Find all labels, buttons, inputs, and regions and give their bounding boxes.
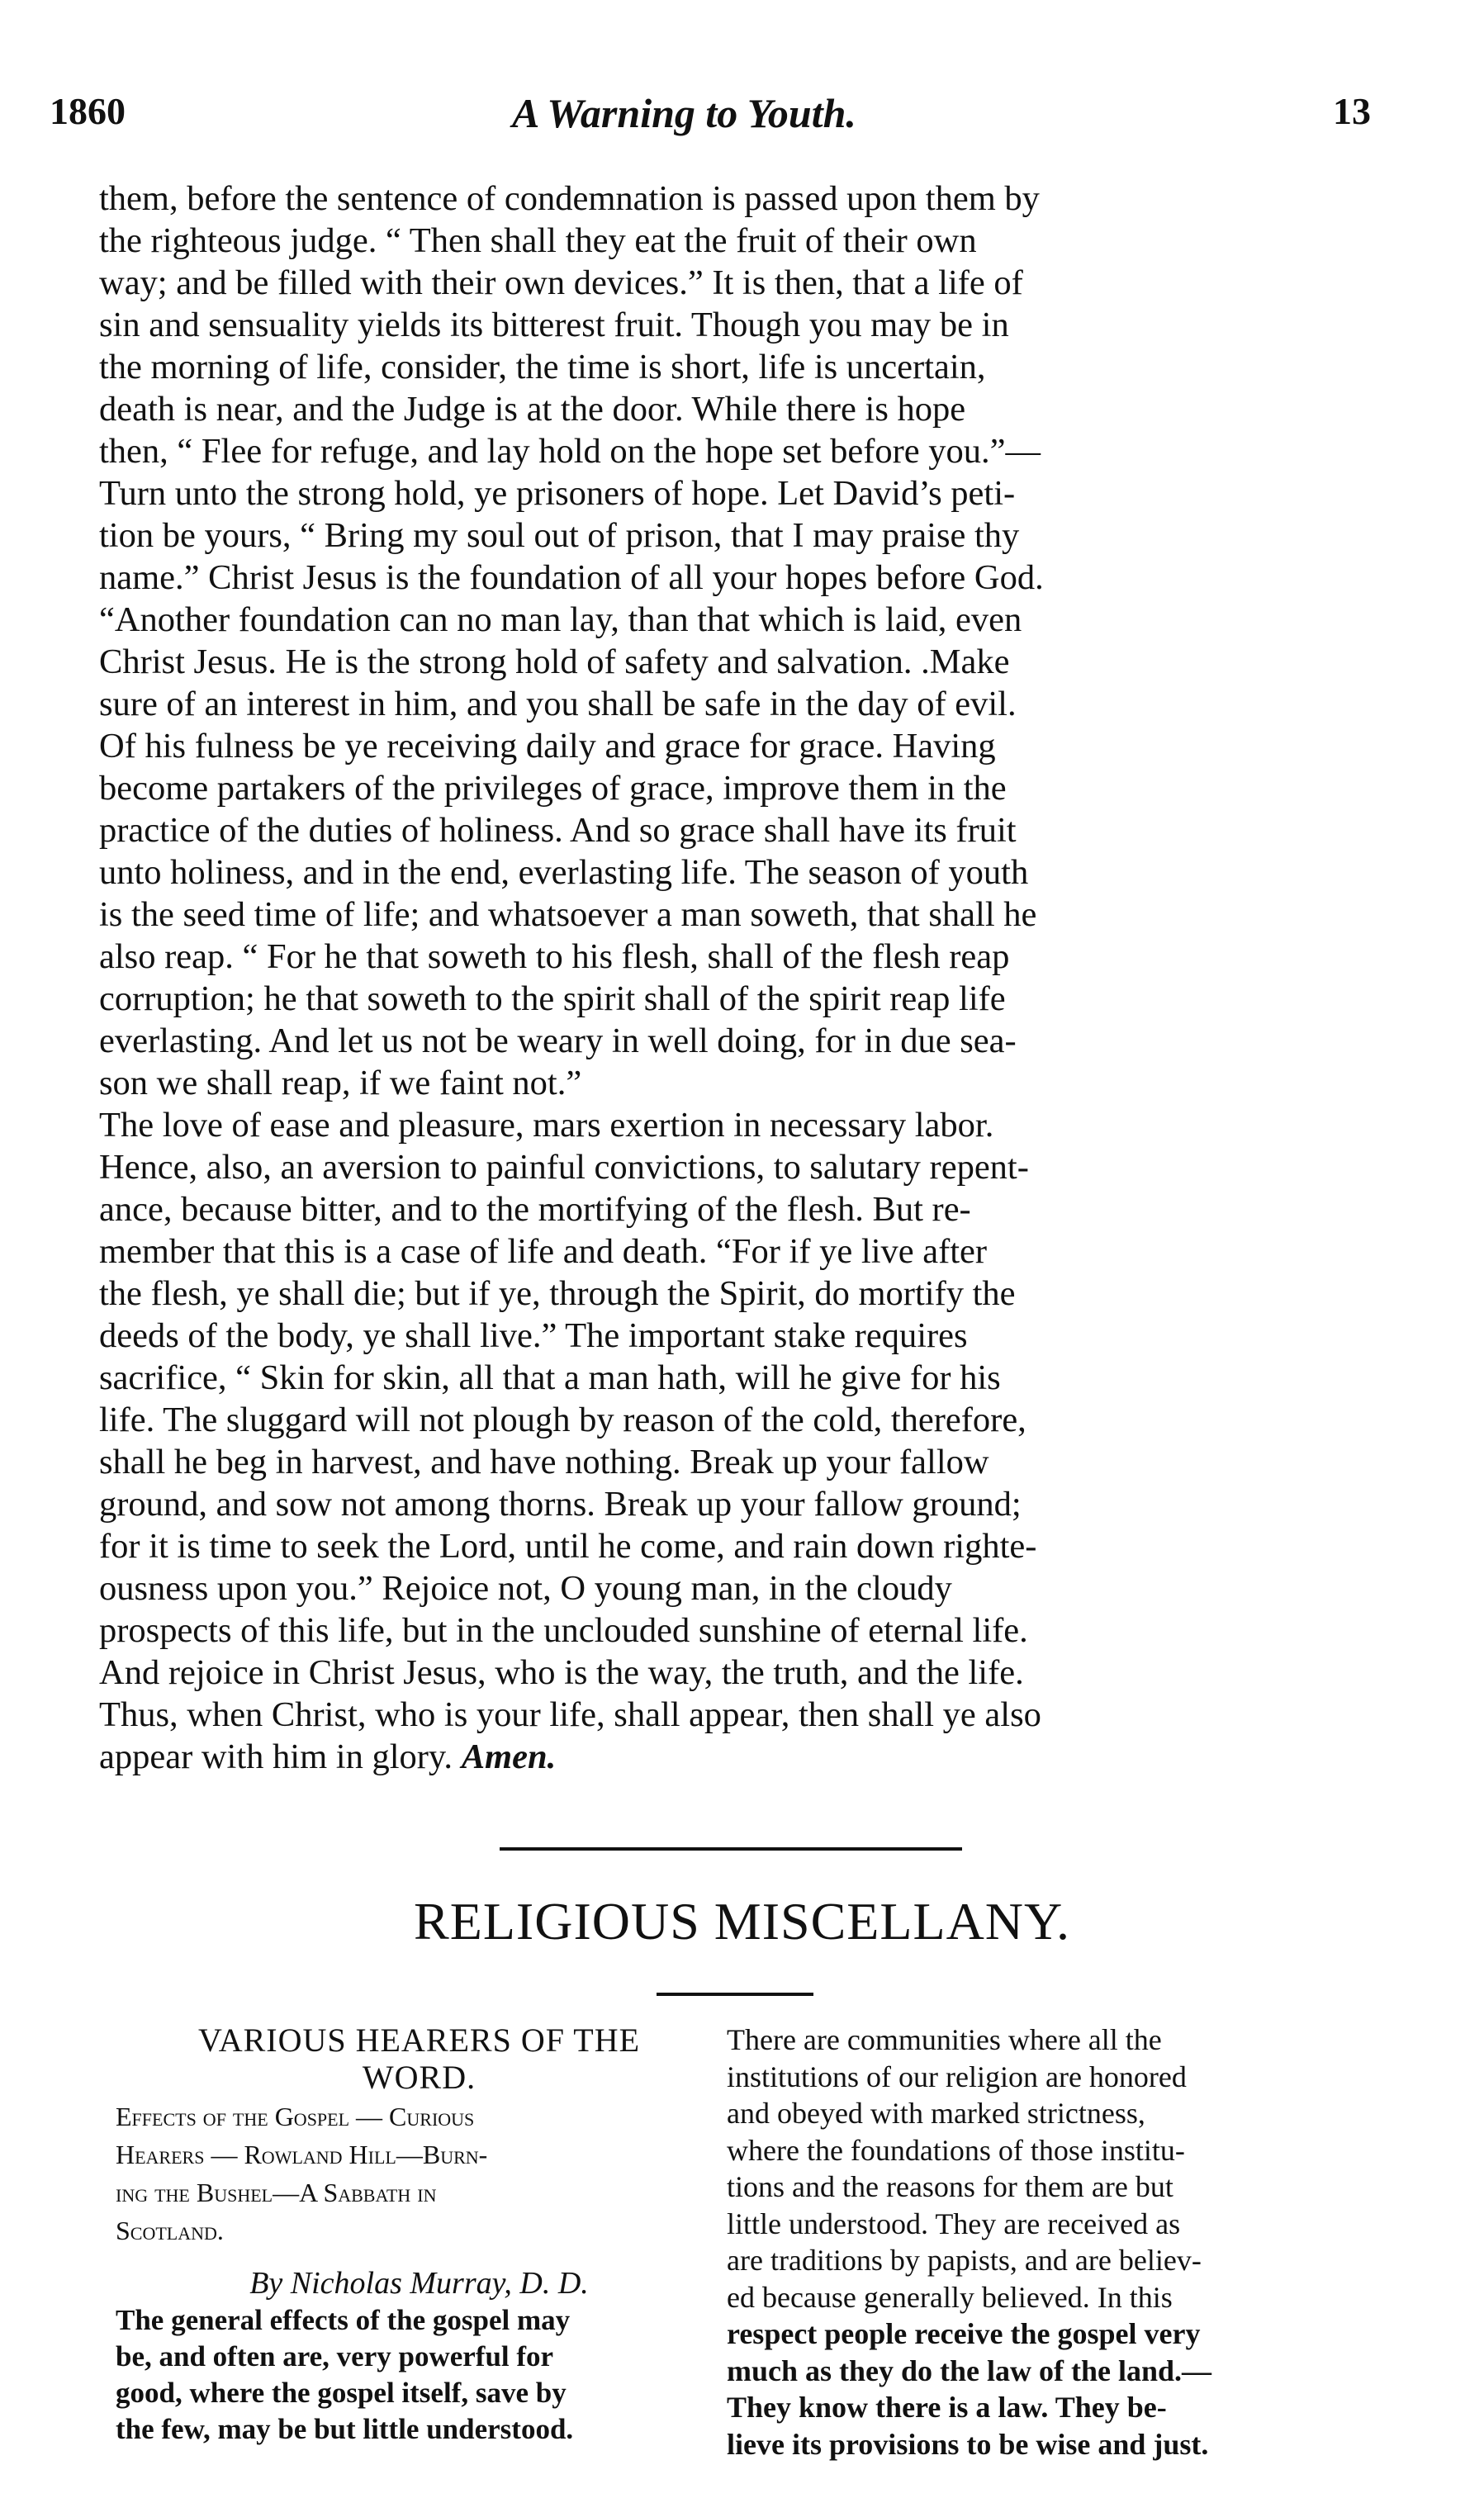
text-line: Christ Jesus. He is the strong hold of safety and salvation. .Make: [99, 642, 1010, 681]
right-column-line: respect people receive the gospel very: [727, 2317, 1201, 2350]
right-column-line: are traditions by papists, and are believ-: [727, 2244, 1202, 2277]
text-line: everlasting. And let us not be weary in well doing, for in due sea-: [99, 1021, 1017, 1060]
right-column-line: much as they do the law of the land.—: [727, 2353, 1212, 2387]
running-head: [50, 89, 1371, 147]
article-title-line: WORD.: [362, 2059, 476, 2096]
text-line: way; and be filled with their own devices.” It is then, that a life of: [99, 263, 1023, 302]
article-subtitle-line: Scotland.: [116, 2216, 224, 2245]
text-line: deeds of the body, ye shall live.” The important stake requires: [99, 1316, 968, 1355]
text-line: then, “ Flee for refuge, and lay hold on the hope set before you.”—: [99, 432, 1041, 471]
text-line: Turn unto the strong hold, ye prisoners of hope. Let David’s peti-: [99, 474, 1016, 513]
section-divider: [500, 1847, 962, 1851]
text-line: son we shall reap, if we faint not.”: [99, 1064, 582, 1102]
text-line: prospects of this life, but in the unclouded sunshine of eternal life.: [99, 1611, 1028, 1650]
text-line: is the seed time of life; and whatsoever a man soweth, that shall he: [99, 895, 1037, 934]
text-line: unto holiness, and in the end, everlasting life. The season of youth: [99, 853, 1029, 892]
right-column-line: tions and the reasons for them are but: [727, 2170, 1173, 2203]
text-line: The love of ease and pleasure, mars exertion in necessary labor.: [99, 1106, 994, 1145]
right-column: [727, 2022, 1379, 2462]
text-line: Hence, also, an aversion to painful convictions, to salutary repent-: [99, 1148, 1029, 1187]
text-line: Thus, when Christ, who is your life, shall appear, then shall ye also: [99, 1695, 1041, 1734]
text-line: life. The sluggard will not plough by reason of the cold, therefore,: [99, 1401, 1026, 1439]
text-line: Of his fulness be ye receiving daily and grace for grace. Having: [99, 727, 996, 766]
text-line: member that this is a case of life and death. “For if ye live after: [99, 1232, 988, 1271]
article-body-line: good, where the gospel itself, save by: [116, 2377, 567, 2409]
amen-text: Amen.: [461, 1737, 557, 1776]
page-number: 13: [1333, 90, 1371, 132]
article-body-line: The general effects of the gospel may: [116, 2304, 571, 2336]
text-line: for it is time to seek the Lord, until he come, and rain down righte-: [99, 1527, 1037, 1566]
article-body-line: be, and often are, very powerful for: [116, 2340, 554, 2372]
right-column-line: little understood. They are received as: [727, 2207, 1181, 2240]
right-column-line: institutions of our religion are honored: [727, 2060, 1187, 2093]
section-title-underline: [657, 1993, 813, 1996]
text-line: corruption; he that soweth to the spirit shall of the spirit reap life: [99, 979, 1006, 1018]
text-line: also reap. “ For he that soweth to his flesh, shall of the flesh reap: [99, 937, 1010, 976]
main-text: [99, 178, 1371, 1778]
text-line: ground, and sow not among thorns. Break up your fallow ground;: [99, 1485, 1022, 1524]
text-line: become partakers of the privileges of grace, improve them in the: [99, 769, 1007, 808]
right-column-line: ed because generally believed. In this: [727, 2280, 1173, 2314]
right-column-line: and obeyed with marked strictness,: [727, 2097, 1145, 2130]
text-line: the morning of life, consider, the time is short, life is uncertain,: [99, 348, 986, 386]
text-line: ance, because bitter, and to the mortifying of the flesh. But re-: [99, 1190, 971, 1229]
text-line: sure of an interest in him, and you shall be safe in the day of evil.: [99, 685, 1017, 723]
text-line-last: [99, 1736, 1371, 1778]
text-line: name.” Christ Jesus is the foundation of all your hopes before God.: [99, 558, 1044, 597]
text-line: practice of the duties of holiness. And so grace shall have its fruit: [99, 811, 1017, 850]
article-subtitle-line: Effects of the Gospel — Curious: [116, 2102, 475, 2131]
header-title: A Warning to Youth.: [512, 90, 856, 136]
article-byline: By Nicholas Murray, D. D.: [249, 2266, 589, 2301]
text-line: sacrifice, “ Skin for skin, all that a man hath, will he give for his: [99, 1358, 1001, 1397]
article-body-line: the few, may be but little understood.: [116, 2413, 574, 2445]
text-line: “Another foundation can no man lay, than that which is laid, even: [99, 600, 1022, 639]
article-title-line: VARIOUS HEARERS OF THE: [197, 2022, 641, 2059]
text-line: the righteous judge. “ Then shall they eat the fruit of their own: [99, 221, 977, 260]
last-line-text: appear with him in glory.: [99, 1737, 453, 1776]
text-line: tion be yours, “ Bring my soul out of prison, that I may praise thy: [99, 516, 1020, 555]
text-line: And rejoice in Christ Jesus, who is the way, the truth, and the life.: [99, 1653, 1024, 1692]
text-line: death is near, and the Judge is at the door. While there is hope: [99, 390, 966, 429]
article-subtitle-line: ing the Bushel—A Sabbath in: [116, 2178, 437, 2207]
right-column-line: where the foundations of those institu-: [727, 2133, 1185, 2167]
article-subtitle-line: Hearers — Rowland Hill—Burn-: [116, 2140, 488, 2169]
text-line: shall he beg in harvest, and have nothing. Break up your fallow: [99, 1443, 989, 1481]
right-column-line: lieve its provisions to be wise and just.: [727, 2427, 1209, 2461]
header-year: 1860: [50, 90, 126, 132]
text-line: the flesh, ye shall die; but if ye, through the Spirit, do mortify the: [99, 1274, 1016, 1313]
section-title: RELIGIOUS MISCELLANY.: [414, 1892, 1070, 1951]
text-line: ousness upon you.” Rejoice not, O young man, in the cloudy: [99, 1569, 952, 1608]
right-column-line: There are communities where all the: [727, 2023, 1162, 2056]
text-line: sin and sensuality yields its bitterest fruit. Though you may be in: [99, 306, 1009, 344]
left-column: [116, 2022, 723, 2448]
right-column-line: They know there is a law. They be-: [727, 2391, 1167, 2424]
text-line: them, before the sentence of condemnation is passed upon them by: [99, 179, 1040, 218]
